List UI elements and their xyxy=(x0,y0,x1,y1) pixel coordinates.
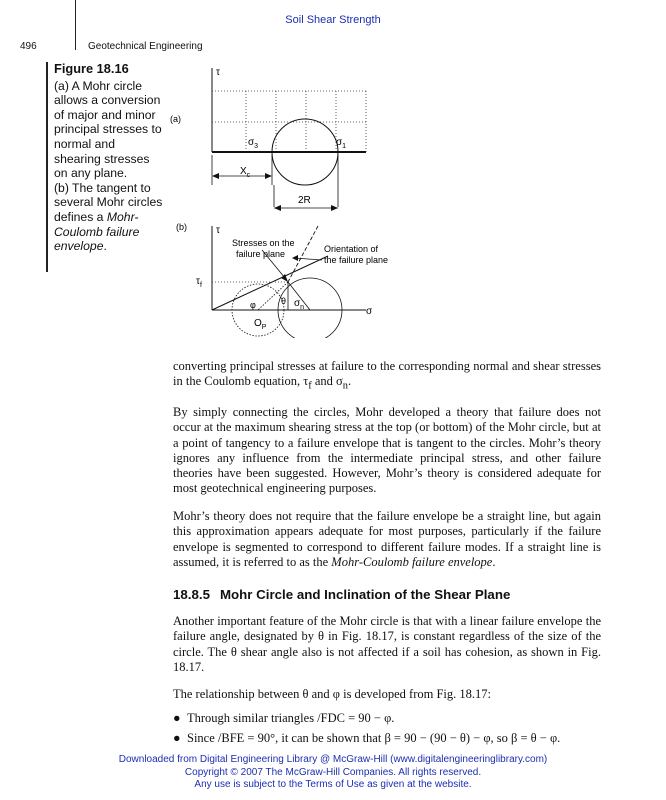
caption-b-end: . xyxy=(103,239,107,254)
sigma1-label: $\sigma_1$ xyxy=(336,137,347,150)
running-title: Soil Shear Strength xyxy=(285,14,381,26)
figure-caption xyxy=(54,62,164,254)
paragraph-3: Mohr’s theory does not require that the failure envelope be a straight line, but again this approximation appears adequate for most purposes, particularly if the failure envelope is segmented to correspond to different failure modes. If a straight line is assumed, it is referred to as the Mohr-Coulomb failure envelope. xyxy=(173,509,601,569)
caption-a: (a) A Mohr circle allows a conversion of major and minor principal stresses to normal and shearing stresses on any plane. xyxy=(54,78,162,181)
bullet-item-2: ● Since /BFE = 90°, it can be shown that β = 90 − (90 − θ) − φ, so β = θ − φ. xyxy=(173,731,561,745)
failure-plane-orientation xyxy=(288,226,318,282)
phi-label: φ xyxy=(250,300,256,310)
mohr-circle-diagram-a xyxy=(170,62,370,212)
figure-number: Figure 18.16 xyxy=(54,61,129,76)
tau-axis-label-a: τ xyxy=(216,67,220,78)
xc-label: $X_c$ xyxy=(240,166,251,179)
mohr-coulomb-diagram-b xyxy=(170,218,410,338)
paragraph-4: Another important feature of the Mohr circle is that with a linear failure envelope the failure angle, designated by θ in Fig. 18.17, is constant regardless of the size of the circle. The θ shear angle also is not affected if a soil has cohesion, as shown in Fig. 18.17. xyxy=(173,614,601,674)
orientation-note-1: Orientation of xyxy=(324,244,379,254)
panel-b-label: (b) xyxy=(176,222,187,232)
footer-line-1[interactable]: Downloaded from Digital Engineering Library @ McGraw-Hill (www.digitalengineeringlibrary.com) xyxy=(118,754,548,765)
bullet-item-1: ● Through similar triangles /FDC = 90 − φ. xyxy=(173,711,395,725)
tau-axis-label-b: τ xyxy=(216,225,220,236)
section-heading: 18.8.5 Mohr Circle and Inclination of the Shear Plane xyxy=(173,587,511,602)
sigma-n-label: $\sigma_n$ xyxy=(294,298,305,311)
page-number: 496 xyxy=(20,41,37,52)
book-title: Geotechnical Engineering xyxy=(88,41,203,52)
header-divider xyxy=(75,0,76,50)
footer xyxy=(0,754,666,792)
orientation-note-2: the failure plane xyxy=(324,255,389,265)
paragraph-5: The relationship between θ and φ is developed from Fig. 18.17: xyxy=(173,687,491,701)
sigma3-label: $\sigma_3$ xyxy=(248,137,259,150)
footer-line-2: Copyright © 2007 The McGraw-Hill Companies. All rights reserved. xyxy=(184,766,482,778)
two-r-label: 2R xyxy=(298,195,311,206)
failure-envelope xyxy=(212,256,328,310)
paragraph-1: converting principal stresses at failure to the corresponding normal and shear stresses in the Coulomb equation, $\tau_f$ and $\sigma_n$. xyxy=(173,359,601,392)
panel-a-label: (a) xyxy=(170,114,181,124)
caption-b-italic: Mohr-Coulomb failure envelope xyxy=(54,209,140,254)
footer-line-3[interactable]: Any use is subject to the Terms of Use as given at the website. xyxy=(194,779,472,791)
stresses-note-2: failure plane xyxy=(236,249,286,259)
op-label: $O_P$ xyxy=(254,318,267,331)
tau-f-label: $\tau_f$ xyxy=(196,276,202,289)
caption-bar xyxy=(46,62,48,272)
paragraph-2: By simply connecting the circles, Mohr developed a theory that failure does not occur at the maximum shearing stress at the top (or bottom) of the Mohr circle, but at a point of tangency to a failure envelope that is tangent to the circles. Mohr’s theory ignores any influence from the intermediate principal stress, and other failure theories have been suggested. However, Mohr’s theory is considered adequate for most geotechnical engineering purposes. xyxy=(173,405,601,496)
theta-label: θ xyxy=(281,296,287,306)
stresses-note-1: Stresses on the xyxy=(232,238,295,248)
sigma-axis-label: σ xyxy=(366,306,373,317)
caption-b: (b) The tangent to several Mohr circles defines a xyxy=(54,180,163,224)
